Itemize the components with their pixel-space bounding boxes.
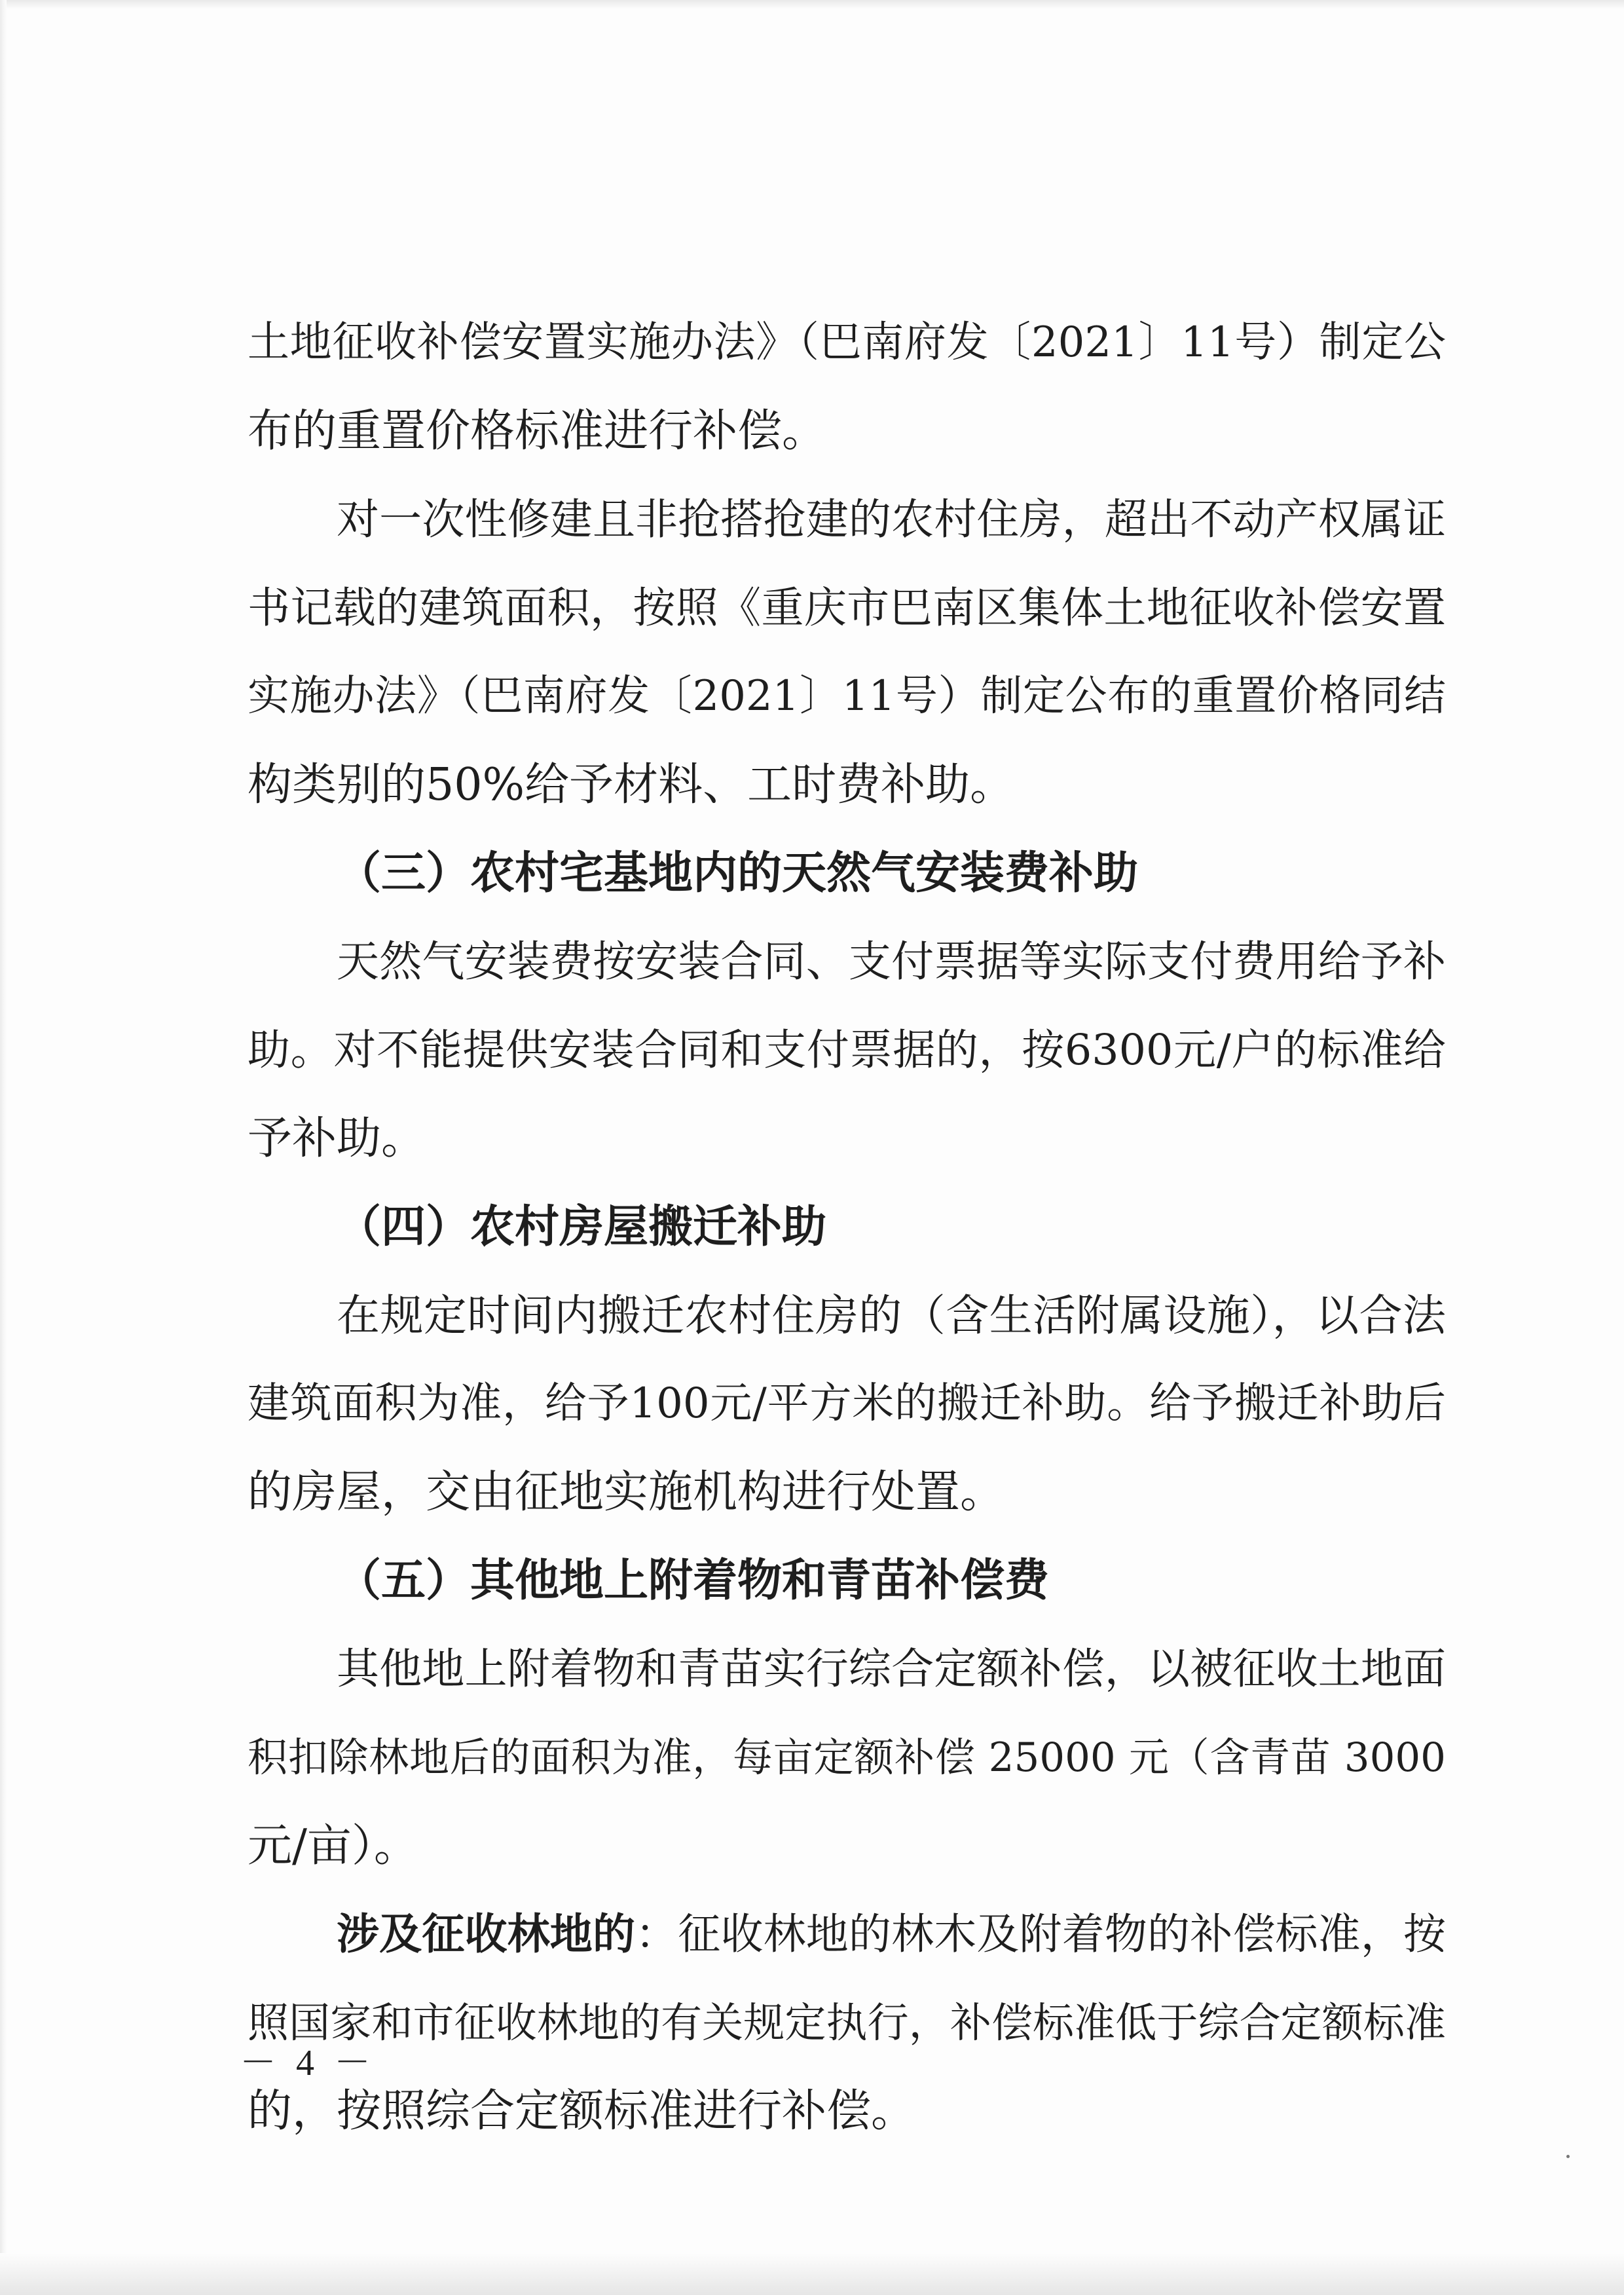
scan-shadow-top [0, 0, 1624, 9]
forest-lead-label: 涉及征收林地的 [337, 1909, 636, 1959]
text-line: 天然气安装费按安装合同、支付票据等实际支付费用给予补 [337, 937, 1446, 986]
scan-shadow-bottom [0, 2253, 1624, 2295]
section-heading: （三）农村宅基地内的天然气安装费补助 [337, 847, 1139, 899]
text-line: 积扣除林地后的面积为准，每亩定额补偿 25000 元（含青苗 3000 [248, 1734, 1446, 1781]
text-line: 实施办法》（巴南府发〔2021〕11号）制定公布的重置价格同结 [248, 672, 1446, 720]
page-number: － 4 － [240, 2043, 376, 2083]
scan-speck [1566, 2155, 1570, 2158]
forest-rest-text: ：征收林地的林木及附着物的补偿标准，按 [635, 1910, 1446, 1959]
section-heading: （四）农村房屋搬迁补助 [337, 1201, 827, 1253]
text-line: 其他地上附着物和青苗实行综合定额补偿，以被征收土地面 [337, 1645, 1446, 1694]
section-heading: （五）其他地上附着物和青苗补偿费 [337, 1554, 1050, 1607]
text-line: 土地征收补偿安置实施办法》（巴南府发〔2021〕11号）制定公 [248, 318, 1446, 367]
text-line: 的房屋，交由征地实施机构进行处置。 [248, 1466, 1005, 1518]
text-line: 予补助。 [248, 1113, 426, 1165]
text-line: 在规定时间内搬迁农村住房的（含生活附属设施），以合法 [337, 1290, 1446, 1341]
text-line: 构类别的50%给予材料、工时费补助。 [248, 759, 1015, 811]
text-line: 助。对不能提供安装合同和支付票据的，按6300元/户的标准给 [248, 1026, 1446, 1075]
text-line: 的，按照综合定额标准进行补偿。 [248, 2085, 916, 2137]
text-line: 照国家和市征收林地的有关规定执行，补偿标准低于综合定额标准 [248, 1999, 1446, 2047]
text-line: 书记载的建筑面积，按照《重庆市巴南区集体土地征收补偿安置 [248, 584, 1446, 633]
body-text [248, 299, 1446, 2155]
scan-shadow-left [0, 0, 7, 2295]
forest-paragraph-line [248, 1890, 1446, 1979]
text-line: 元/亩）。 [248, 1820, 418, 1872]
text-line: 建筑面积为准，给予100元/平方米的搬迁补助。给予搬迁补助后 [248, 1379, 1446, 1428]
text-line: 布的重置价格标准进行补偿。 [248, 405, 827, 457]
text-line: 对一次性修建且非抢搭抢建的农村住房，超出不动产权属证 [337, 495, 1446, 544]
